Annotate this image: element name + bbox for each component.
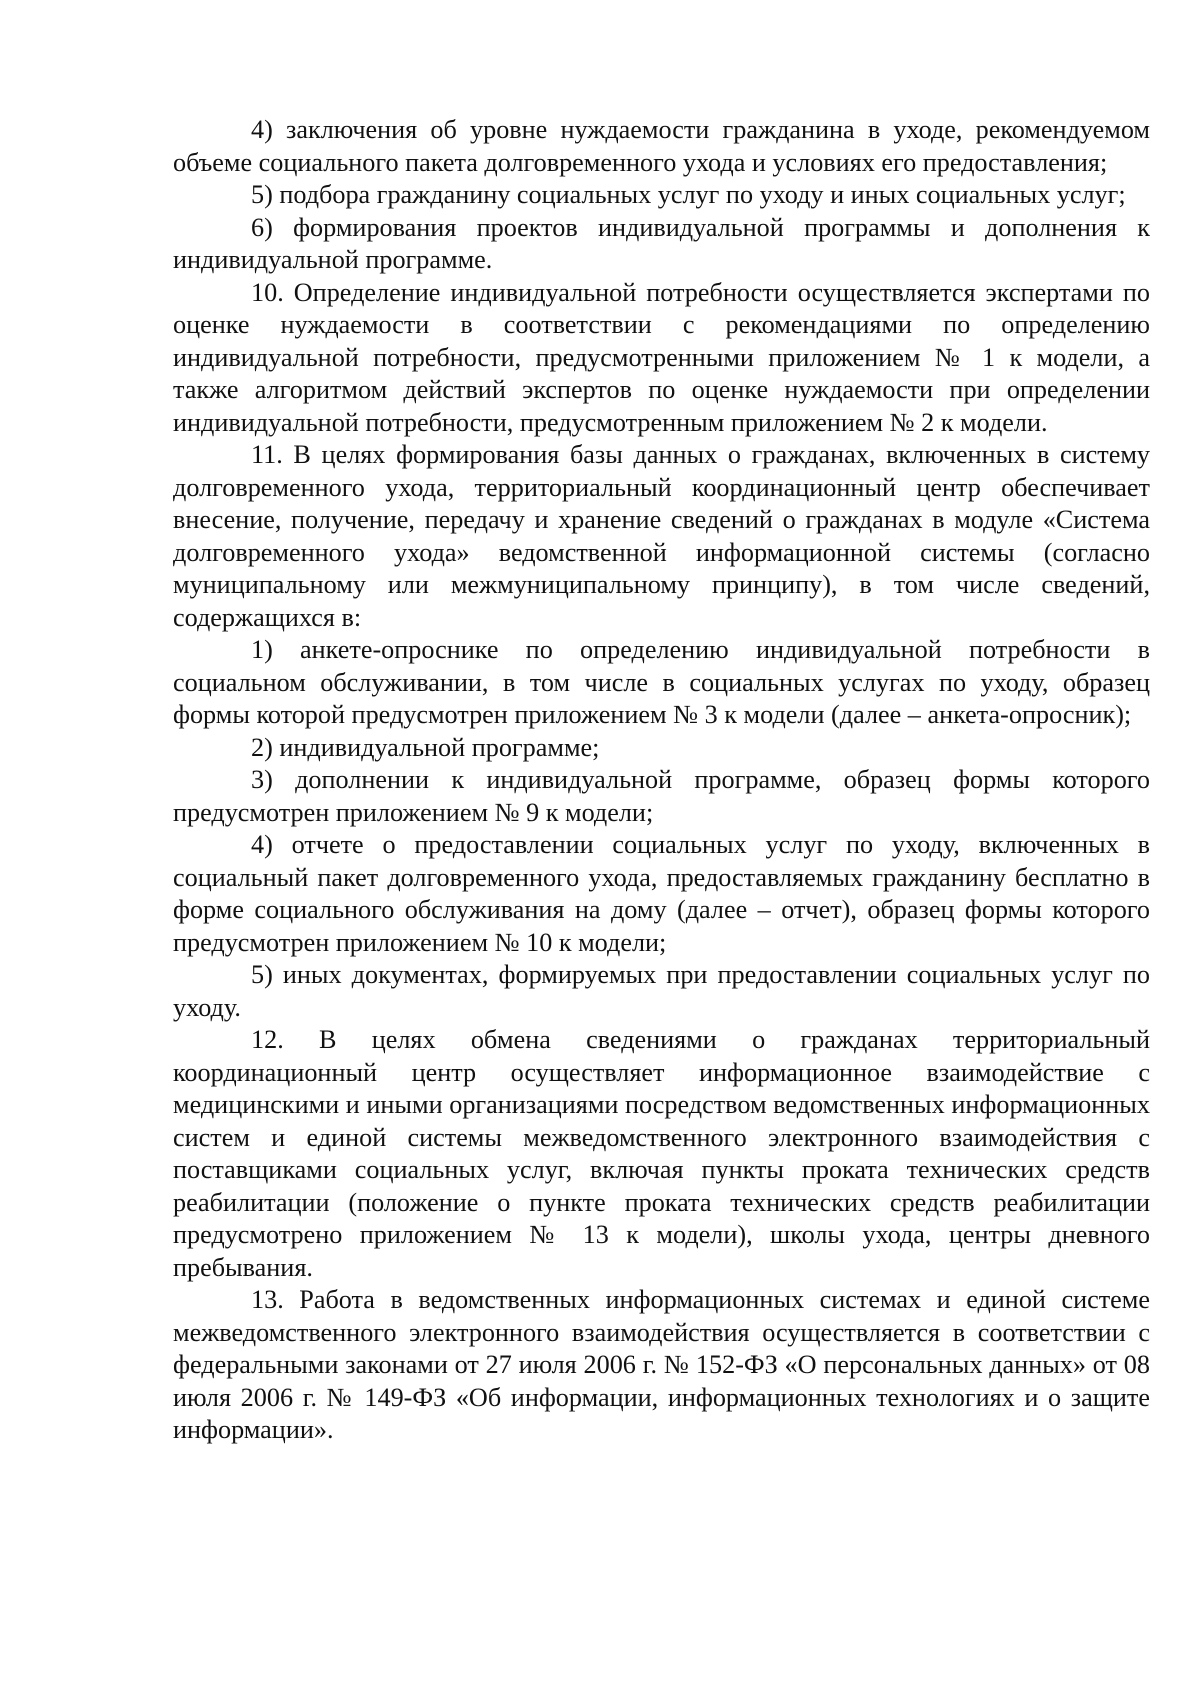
document-page [173,114,1150,1447]
paragraph-item-6-drafting: 6) формирования проектов индивидуальной программы и дополнения к индивидуальной программе. [173,212,1150,274]
paragraph-item-3-supplement: 3) дополнении к индивидуальной программе, образец формы которого предусмотрен приложением № 9 к модели; [173,765,1150,827]
paragraph-item-5-selection: 5) подбора гражданину социальных услуг по уходу и иных социальных услуг; [251,180,1126,209]
paragraph-item-5-other-documents: 5) иных документах, формируемых при предоставлении социальных услуг по уходу. [173,960,1150,1022]
paragraph-clause-13: 13. Работа в ведомственных информационных системах и единой системе межведомственного электронного взаимодействия осуществляется в соответствии с федеральными законами от 27 июля 2006 г. № 152-ФЗ «О персональных данных» от 08 июля 2006 г. № 149-ФЗ «Об информации, информационных технологиях и о защите информации». [173,1285,1150,1444]
paragraph-item-4-conclusion: 4) заключения об уровне нуждаемости гражданина в уходе, рекомендуемом объеме социального пакета долговременного ухода и условиях его предоставления; [173,115,1150,177]
paragraph-clause-11: 11. В целях формирования базы данных о гражданах, включенных в систему долговременного ухода, территориальный координационный центр обеспечивает внесение, получение, передачу и хранение сведений о гражданах в модуле «Система долговременного ухода» ведомственной информационной системы (согласно муниципальному или межмуниципальному принципу), в том числе сведений, содержащихся в: [173,440,1150,632]
paragraph-item-2-program: 2) индивидуальной программе; [251,732,600,762]
paragraph-clause-12: 12. В целях обмена сведениями о гражданах территориальный координационный центр осуществляет информационное взаимодействие с медицинскими и иными организациями посредством ведомственных информационных систем и единой системы межведомственного электронного взаимодействия с поставщиками социальных услуг, включая пункты проката технических средств реабилитации (положение о пункте проката технических средств реабилитации предусмотрено приложением № 13 к модели), школы ухода, центры дневного пребывания. [173,1025,1150,1282]
paragraph-item-1-questionnaire: 1) анкете-опроснике по определению индивидуальной потребности в социальном обслуживании, в том числе в социальных услугах по уходу, образец формы которой предусмотрен приложением № 3 к модели (далее – анкета-опросник); [173,635,1150,729]
paragraph-item-4-report: 4) отчете о предоставлении социальных услуг по уходу, включенных в социальный пакет долговременного ухода, предоставляемых гражданину бесплатно в форме социального обслуживания на дому (далее – отчет), образец формы которого предусмотрен приложением № 10 к модели; [173,830,1150,957]
paragraph-clause-10: 10. Определение индивидуальной потребности осуществляется экспертами по оценке нуждаемости в соответствии с рекомендациями по определению индивидуальной потребности, предусмотренными приложением № 1 к модели, а также алгоритмом действий экспертов по оценке нуждаемости при определении индивидуальной потребности, предусмотренным приложением № 2 к модели. [173,277,1150,437]
